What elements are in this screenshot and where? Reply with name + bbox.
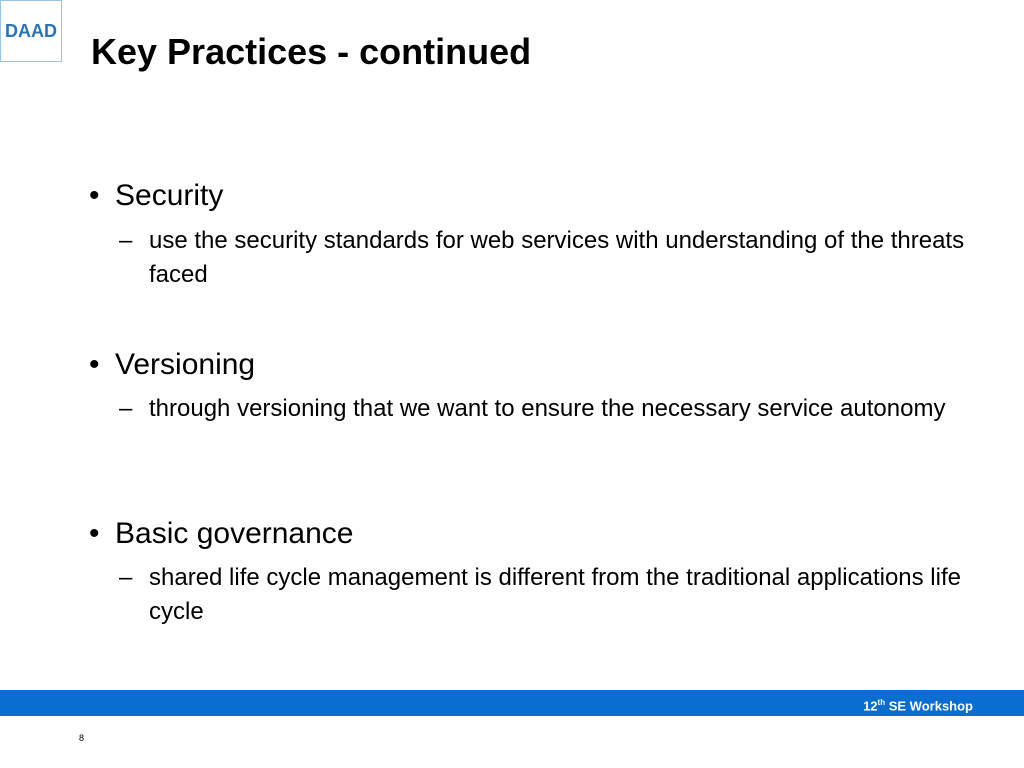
dash-marker: – bbox=[119, 564, 133, 591]
page-number: 8 bbox=[79, 733, 85, 743]
footer-ordinal: th bbox=[877, 698, 886, 707]
detail-text: through versioning that we want to ensure the necessary service autonomy bbox=[149, 395, 946, 422]
detail-governance bbox=[119, 561, 979, 629]
bullet-marker: • bbox=[89, 179, 100, 212]
topic-heading: Versioning bbox=[115, 348, 256, 381]
footer-number: 12 bbox=[863, 698, 878, 714]
dash-marker: – bbox=[119, 227, 133, 254]
detail-text: use the security standards for web services with understanding of the threats faced bbox=[149, 227, 965, 288]
bullet-marker: • bbox=[89, 348, 100, 381]
detail-security bbox=[119, 224, 979, 292]
topic-heading: Security bbox=[115, 179, 224, 212]
topic-governance bbox=[89, 516, 353, 552]
logo-text: DAAD bbox=[5, 20, 57, 41]
footer-label bbox=[863, 695, 973, 714]
topic-security bbox=[89, 178, 223, 214]
footer-bar bbox=[0, 690, 1024, 716]
footer-workshop: SE Workshop bbox=[885, 698, 973, 714]
topic-versioning bbox=[89, 347, 255, 383]
bullet-marker: • bbox=[89, 517, 100, 550]
detail-versioning bbox=[119, 392, 979, 426]
detail-text: shared life cycle management is different from the traditional applications life cycle bbox=[149, 564, 961, 625]
slide-title: Key Practices - continued bbox=[91, 31, 532, 72]
dash-marker: – bbox=[119, 395, 133, 422]
topic-heading: Basic governance bbox=[115, 517, 354, 550]
